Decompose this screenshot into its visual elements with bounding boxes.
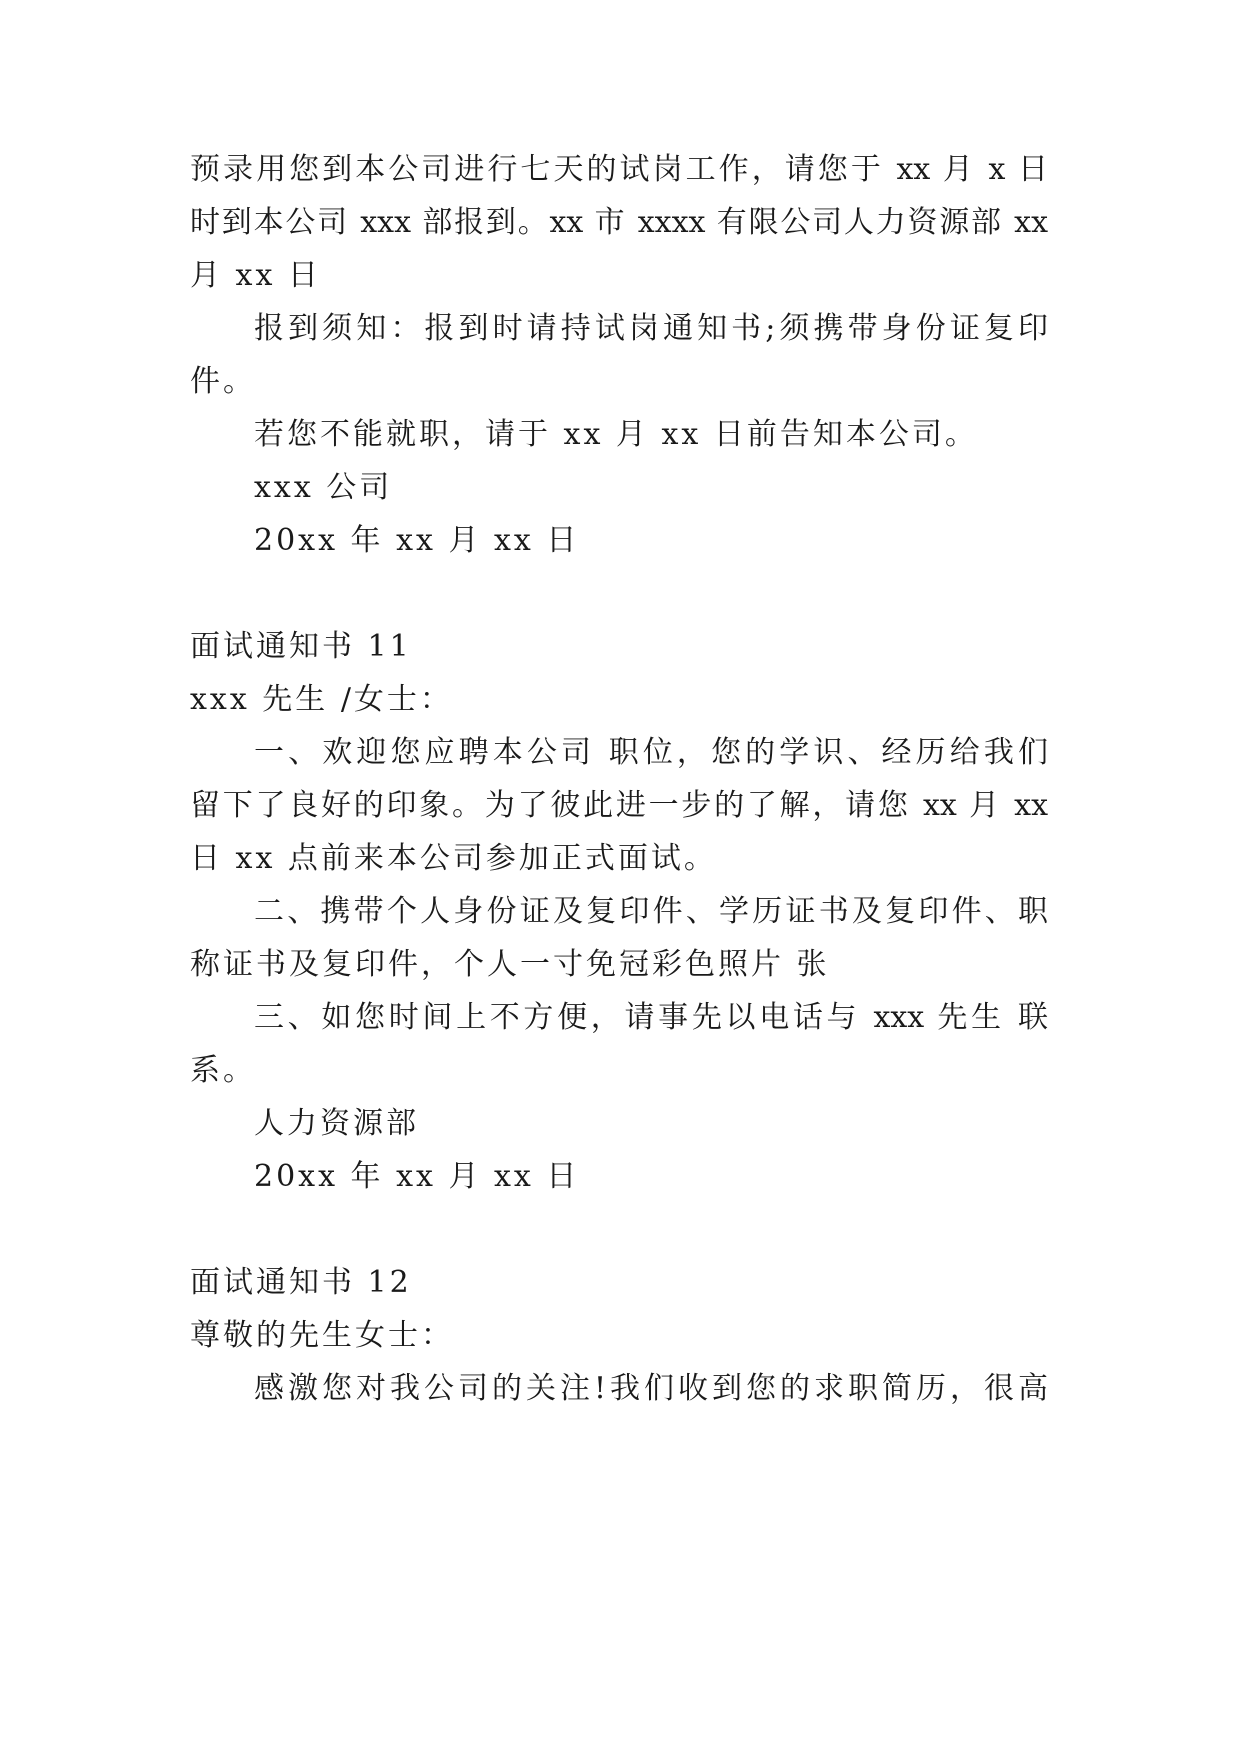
- greeting: xxx 先生 /女士：: [190, 682, 453, 717]
- item-line: 三、如您时间上不方便，请事先以电话与 xxx 先生 联: [254, 1000, 1048, 1035]
- item-line: 留下了良好的印象。为了彼此进一步的了解，请您 xx 月 xx: [190, 788, 1048, 823]
- item-line: 系。: [190, 1053, 256, 1088]
- paragraph-line: 时到本公司 xxx 部报到。xx 市 xxxx 有限公司人力资源部 xx: [190, 205, 1048, 240]
- section-title: 面试通知书 11: [190, 629, 412, 664]
- item-line: 二、携带个人身份证及复印件、学历证书及复印件、职: [254, 894, 1048, 929]
- greeting: 尊敬的先生女士：: [190, 1318, 454, 1353]
- item-line: 一、欢迎您应聘本公司 职位，您的学识、经历给我们: [254, 735, 1048, 770]
- item-line: 日 xx 点前来本公司参加正式面试。: [190, 841, 717, 876]
- section-title: 面试通知书 12: [190, 1265, 412, 1300]
- notice-line: 件。: [190, 364, 256, 399]
- department-signature: 人力资源部: [254, 1106, 419, 1141]
- company-signature: xxx 公司: [254, 470, 393, 505]
- notice-line: 报到须知：报到时请持试岗通知书;须携带身份证复印: [254, 311, 1048, 346]
- item-line: 称证书及复印件，个人一寸免冠彩色照片 张: [190, 947, 830, 982]
- paragraph-line: 预录用您到本公司进行七天的试岗工作，请您于 xx 月 x 日: [190, 152, 1048, 187]
- decline-line: 若您不能就职，请于 xx 月 xx 日前告知本公司。: [254, 417, 978, 452]
- paragraph-line: 月 xx 日: [190, 258, 321, 293]
- signature-date: 20xx 年 xx 月 xx 日: [254, 1159, 580, 1194]
- signature-date: 20xx 年 xx 月 xx 日: [254, 523, 580, 558]
- paragraph-line: 感激您对我公司的关注!我们收到您的求职简历，很高: [254, 1371, 1048, 1406]
